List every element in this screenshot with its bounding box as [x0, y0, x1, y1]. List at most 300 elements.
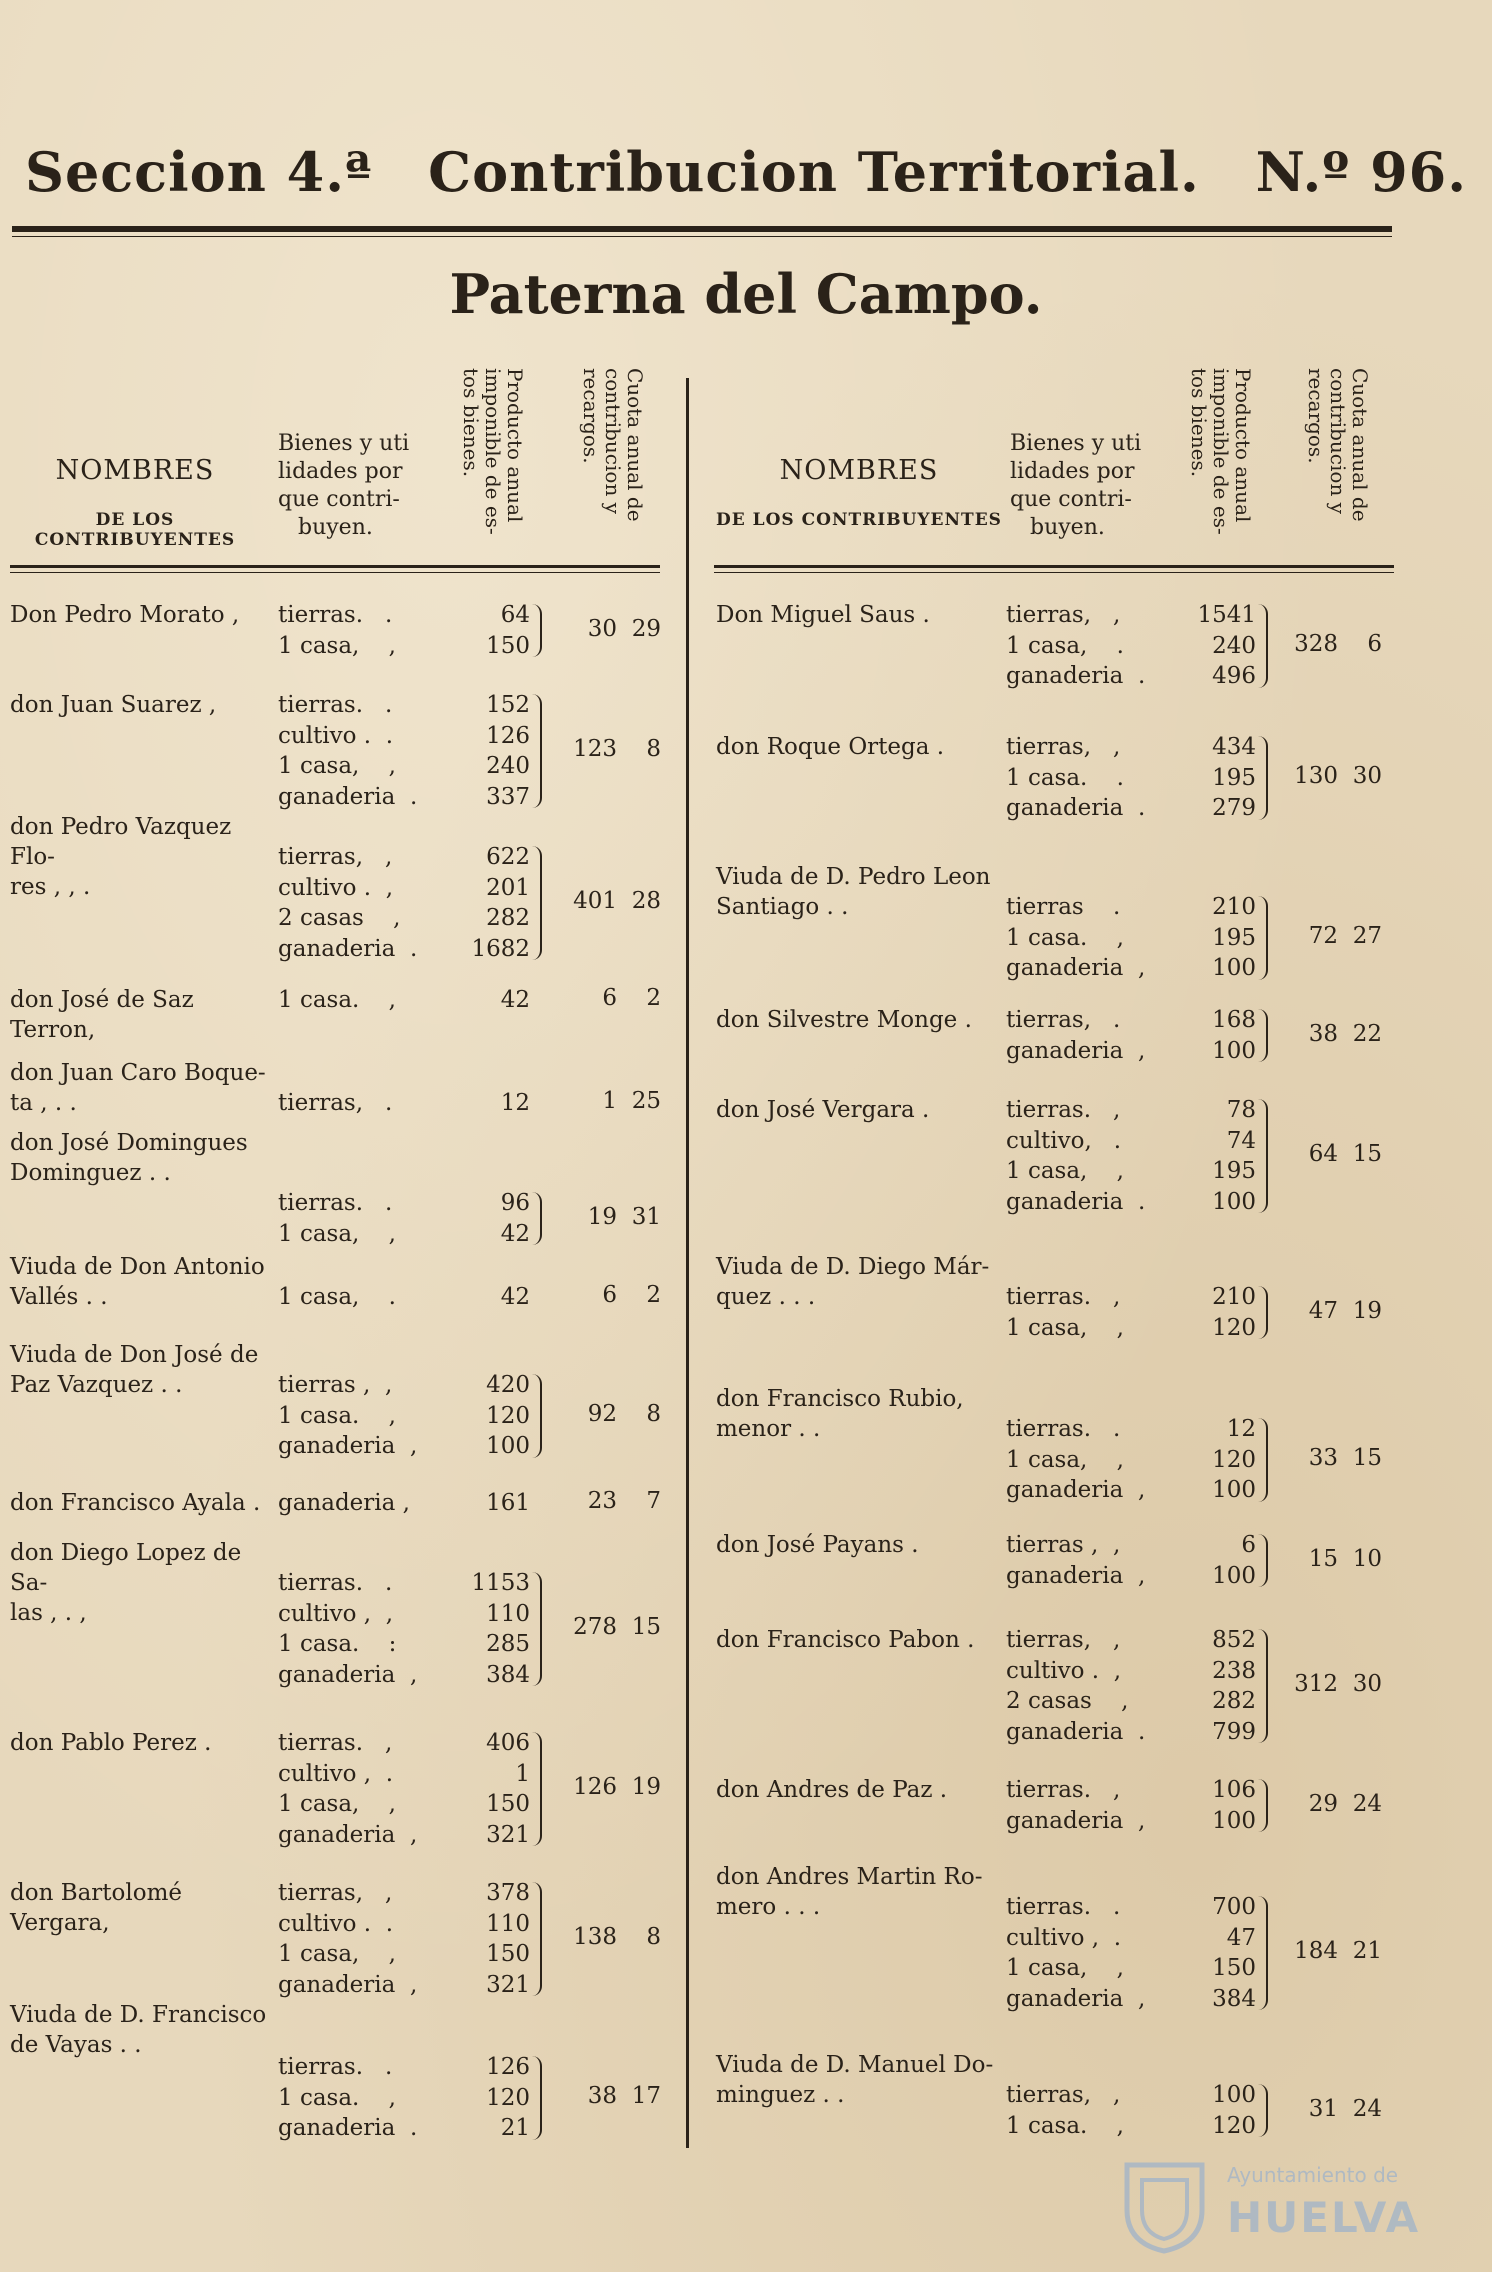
- goods-list: [278, 2052, 417, 2144]
- goods-item: tierras, ,: [278, 844, 393, 870]
- goods-list: [278, 600, 396, 661]
- product-amounts: [430, 1282, 530, 1313]
- quota-reales: 30: [587, 615, 617, 642]
- annual-quota: [555, 1774, 661, 1800]
- contributor-name: Viuda de D. Francisco de Vayas . .: [10, 2002, 267, 2058]
- quota-maravedis: 29: [631, 615, 661, 642]
- product-amounts: [430, 600, 530, 661]
- quota-maravedis: 8: [646, 1924, 661, 1950]
- quota-maravedis: 15: [1352, 1141, 1382, 1167]
- product-amount: 384: [1212, 1985, 1256, 2012]
- quota-maravedis: 8: [646, 1400, 661, 1427]
- quota-maravedis: 19: [631, 1774, 661, 1800]
- product-amount: 96: [500, 1190, 530, 1216]
- product-amount: 337: [486, 783, 530, 810]
- contributor-name: don Francisco Ayala .: [10, 1490, 261, 1516]
- goods-item: tierras. ,: [1006, 1097, 1121, 1123]
- goods-item: tierras, ,: [1006, 602, 1121, 628]
- quota-reales: 1: [602, 1088, 617, 1115]
- product-amount: 120: [486, 1402, 530, 1429]
- goods-item: ganaderia ,: [278, 1971, 418, 1998]
- goods-item: tierras, .: [1006, 1007, 1121, 1033]
- product-amount: 64: [500, 602, 530, 628]
- goods-item: 1 casa, .: [278, 1284, 396, 1310]
- annual-quota: [555, 1924, 661, 1950]
- quota-maravedis: 17: [631, 2082, 661, 2109]
- annual-quota: [555, 888, 661, 914]
- section-label: Seccion 4.ª: [24, 140, 373, 204]
- contributor-name: don José Domingues Dominguez . .: [10, 1130, 248, 1186]
- goods-item: 1 casa. ,: [1006, 2112, 1124, 2139]
- quota-maravedis: 15: [631, 1614, 661, 1640]
- goods-item: tierras, .: [278, 1090, 393, 1116]
- watermark-small: Ayuntamiento de: [1227, 2163, 1399, 2187]
- contributor-name: don Bartolomé Vergara,: [10, 1880, 183, 1936]
- goods-item: tierras. .: [1006, 1416, 1121, 1442]
- product-amount: 110: [486, 1910, 530, 1937]
- annual-quota: [1276, 1791, 1382, 1817]
- goods-item: 1 casa. ,: [278, 1402, 396, 1429]
- goods-item: tierras .: [1006, 894, 1121, 920]
- product-amount: 42: [500, 1284, 530, 1310]
- quota-reales: 278: [573, 1614, 617, 1640]
- product-amount: 201: [486, 874, 530, 901]
- goods-item: ganaderia .: [278, 935, 418, 962]
- product-amounts: [1156, 1530, 1256, 1591]
- product-amount: 238: [1212, 1657, 1256, 1684]
- goods-list: [278, 1728, 417, 1850]
- goods-list: [1006, 1892, 1145, 2014]
- contributor-name: don José Payans .: [716, 1532, 919, 1558]
- product-amount: 150: [1212, 1955, 1256, 1981]
- product-amounts: [1156, 732, 1256, 824]
- quota-reales: 126: [573, 1774, 617, 1800]
- producto-header-right: Producto anual imponible de es- tos bienes.: [1187, 368, 1255, 535]
- goods-item: cultivo . .: [278, 1910, 394, 1937]
- product-amount: 195: [1212, 764, 1256, 791]
- goods-list: [278, 690, 417, 812]
- product-amount: 1682: [471, 935, 530, 962]
- header-rule-thin: [12, 236, 1392, 237]
- quota-reales: 92: [587, 1400, 617, 1427]
- goods-item: tierras , ,: [1006, 1532, 1121, 1558]
- product-amount: 210: [1212, 1284, 1256, 1310]
- product-amount: 434: [1212, 734, 1256, 760]
- watermark-big: HUELVA: [1227, 2193, 1421, 2242]
- annual-quota: [1276, 923, 1382, 949]
- product-amount: 496: [1212, 663, 1256, 689]
- brace-mark: [1258, 736, 1268, 820]
- goods-item: 1 casa, ,: [1006, 1314, 1124, 1341]
- goods-item: 1 casa, ,: [278, 1220, 396, 1247]
- product-amount: 47: [1226, 1924, 1256, 1951]
- product-amount: 100: [486, 1433, 530, 1459]
- annual-quota: [555, 616, 661, 642]
- cuota-header: Cuota anual de contribucion y recargos.: [579, 368, 647, 522]
- product-amount: 195: [1212, 924, 1256, 951]
- cuota-header-right: Cuota anual de contribucion y recargos.: [1304, 368, 1372, 522]
- product-amount: 100: [1212, 1037, 1256, 1064]
- brace-mark: [1258, 1286, 1268, 1339]
- goods-item: tierras. .: [278, 2054, 393, 2080]
- goods-list: [1006, 1775, 1145, 1836]
- product-amount: 110: [486, 1600, 530, 1627]
- brace-mark: [532, 1192, 542, 1245]
- annual-quota: [1276, 763, 1382, 789]
- goods-item: tierras. ,: [1006, 1284, 1121, 1310]
- producto-header: Producto anual imponible de es- tos bienes.: [459, 368, 527, 535]
- product-amounts: [1156, 1775, 1256, 1836]
- product-amount: 852: [1212, 1627, 1256, 1653]
- brace-mark: [1258, 2084, 1268, 2137]
- goods-item: cultivo . ,: [278, 874, 394, 901]
- goods-item: tierras. .: [278, 1190, 393, 1216]
- goods-item: 1 casa, ,: [278, 1941, 396, 1967]
- brace-mark: [1258, 1896, 1268, 2010]
- quota-reales: 138: [573, 1924, 617, 1950]
- goods-item: ganaderia ,: [278, 1661, 418, 1688]
- goods-item: 2 casas ,: [278, 905, 401, 931]
- goods-item: 1 casa. .: [1006, 764, 1124, 791]
- quota-reales: 130: [1294, 762, 1338, 789]
- annual-quota: [555, 1401, 661, 1427]
- annual-quota: [1276, 1141, 1382, 1167]
- quota-maravedis: 10: [1352, 1545, 1382, 1572]
- goods-item: ganaderia .: [278, 2115, 418, 2141]
- product-amounts: [430, 1878, 530, 2000]
- annual-quota: [1276, 1021, 1382, 1047]
- brace-mark: [1258, 1779, 1268, 1832]
- brace-mark: [1258, 604, 1268, 688]
- goods-list: [278, 1568, 417, 1690]
- quota-reales: 38: [587, 2082, 617, 2109]
- product-amount: 168: [1212, 1007, 1256, 1033]
- product-amount: 378: [486, 1880, 530, 1906]
- product-amount: 282: [1212, 1688, 1256, 1714]
- quota-reales: 184: [1294, 1938, 1338, 1964]
- quota-reales: 401: [573, 888, 617, 914]
- quota-maravedis: 7: [646, 1488, 661, 1515]
- product-amount: 285: [486, 1631, 530, 1657]
- product-amount: 100: [1212, 1807, 1256, 1834]
- quota-maravedis: 24: [1352, 2095, 1382, 2122]
- goods-list: [1006, 1282, 1124, 1343]
- product-amount: 406: [486, 1730, 530, 1756]
- quota-maravedis: 8: [646, 736, 661, 762]
- goods-item: cultivo , .: [1006, 1924, 1122, 1951]
- goods-item: 1 casa, .: [1006, 632, 1124, 659]
- product-amounts: [430, 2052, 530, 2144]
- goods-item: ganaderia ,: [278, 1490, 410, 1516]
- product-amounts: [430, 1370, 530, 1462]
- product-amount: 120: [1212, 1314, 1256, 1341]
- quota-maravedis: 24: [1352, 1790, 1382, 1817]
- brace-mark: [1258, 896, 1268, 980]
- annual-quota: [1276, 1445, 1382, 1471]
- brace-mark: [1258, 1629, 1268, 1743]
- goods-item: ganaderia .: [1006, 795, 1146, 821]
- annual-quota: [555, 985, 661, 1011]
- brace-mark: [1258, 1009, 1268, 1062]
- goods-item: 1 casa, ,: [278, 753, 396, 779]
- goods-list: [1006, 1095, 1145, 1217]
- product-amount: 1541: [1197, 602, 1256, 628]
- product-amounts: [430, 1568, 530, 1690]
- goods-item: ganaderia .: [1006, 1188, 1146, 1215]
- goods-item: 1 casa. ,: [1006, 924, 1124, 951]
- annual-quota: [1276, 1938, 1382, 1964]
- contributor-name: don Francisco Pabon .: [716, 1627, 975, 1653]
- quota-reales: 23: [587, 1488, 617, 1515]
- quota-maravedis: 21: [1352, 1938, 1382, 1964]
- contributor-name: don Juan Caro Boque- ta , . .: [10, 1060, 266, 1116]
- product-amount: 100: [1212, 2082, 1256, 2108]
- product-amount: 42: [500, 1220, 530, 1247]
- quota-reales: 64: [1308, 1141, 1338, 1167]
- annual-quota: [1276, 2096, 1382, 2122]
- annual-quota: [1276, 631, 1382, 657]
- product-amount: 1153: [471, 1570, 530, 1596]
- product-amounts: [1156, 892, 1256, 984]
- quota-reales: 6: [602, 985, 617, 1012]
- goods-item: ganaderia .: [278, 783, 418, 810]
- product-amounts: [430, 985, 530, 1016]
- annual-quota: [1276, 1546, 1382, 1572]
- goods-list: [1006, 1414, 1145, 1506]
- goods-item: 1 casa, ,: [1006, 1955, 1124, 1981]
- goods-item: 1 casa, ,: [1006, 1446, 1124, 1473]
- goods-item: 1 casa. ,: [278, 2084, 396, 2111]
- names-header-right: NOMBRES DE LOS CONTRIBUYENTES: [716, 455, 1002, 530]
- product-amounts: [1156, 1005, 1256, 1066]
- contributor-name: don Pedro Vazquez Flo- res , , .: [10, 814, 232, 900]
- goods-item: cultivo, .: [1006, 1127, 1122, 1154]
- goods-item: tierras. .: [278, 602, 393, 628]
- product-amounts: [430, 690, 530, 812]
- product-amount: 120: [486, 2084, 530, 2111]
- product-amount: 120: [1212, 1446, 1256, 1473]
- brace-mark: [532, 694, 542, 808]
- product-amount: 210: [1212, 894, 1256, 920]
- brace-mark: [1258, 1534, 1268, 1587]
- goods-list: [278, 842, 417, 964]
- product-amount: 240: [1212, 632, 1256, 659]
- quota-reales: 29: [1308, 1790, 1338, 1817]
- quota-maravedis: 27: [1352, 922, 1382, 949]
- product-amounts: [1156, 1095, 1256, 1217]
- annual-quota: [555, 2083, 661, 2109]
- annual-quota: [555, 1614, 661, 1640]
- quota-maravedis: 30: [1352, 762, 1382, 789]
- quota-reales: 47: [1308, 1297, 1338, 1324]
- right-header-rule: [714, 565, 1394, 568]
- brace-mark: [532, 2056, 542, 2140]
- quota-maravedis: 2: [646, 1282, 661, 1309]
- product-amount: 384: [486, 1661, 530, 1688]
- document-number: N.º 96.: [1255, 140, 1468, 204]
- quota-maravedis: 6: [1367, 630, 1382, 657]
- product-amounts: [430, 1188, 530, 1249]
- product-amount: 1: [515, 1760, 530, 1787]
- goods-item: ganaderia ,: [1006, 1985, 1146, 2012]
- brace-mark: [532, 1882, 542, 1996]
- product-amounts: [1156, 1892, 1256, 2014]
- watermark-stamp: [1112, 2155, 1422, 2255]
- goods-item: 1 casa, ,: [278, 1791, 396, 1817]
- product-amount: 195: [1212, 1158, 1256, 1184]
- product-amount: 100: [1212, 1562, 1256, 1589]
- contributor-name: don Andres Martin Ro- mero . . .: [716, 1864, 983, 1920]
- goods-item: ganaderia ,: [278, 1821, 418, 1848]
- annual-quota: [555, 1204, 661, 1230]
- quota-reales: 312: [1294, 1671, 1338, 1697]
- header-title: Contribucion Territorial.: [428, 140, 1200, 204]
- goods-list: [278, 1188, 396, 1249]
- bienes-header: Bienes y uti lidades por que contri- buyen.: [278, 431, 410, 540]
- goods-item: ganaderia ,: [278, 1433, 418, 1459]
- product-amount: 240: [486, 753, 530, 779]
- goods-item: ganaderia ,: [1006, 1562, 1146, 1589]
- brace-mark: [532, 1732, 542, 1846]
- quota-maravedis: 25: [631, 1088, 661, 1115]
- contributor-name: don Silvestre Monge .: [716, 1007, 972, 1033]
- contributor-name: Viuda de D. Pedro Leon Santiago . .: [716, 864, 991, 920]
- header-rule: [12, 226, 1392, 232]
- goods-list: [278, 1370, 417, 1462]
- quota-maravedis: 2: [646, 985, 661, 1012]
- quota-reales: 33: [1308, 1444, 1338, 1471]
- product-amounts: [430, 842, 530, 964]
- goods-item: tierras. ,: [1006, 1777, 1121, 1803]
- goods-list: [278, 1282, 396, 1313]
- quota-reales: 328: [1294, 630, 1338, 657]
- annual-quota: [1276, 1298, 1382, 1324]
- goods-item: ganaderia .: [1006, 663, 1146, 689]
- quota-maravedis: 22: [1352, 1020, 1382, 1047]
- brace-mark: [1258, 1099, 1268, 1213]
- goods-item: cultivo , ,: [278, 1600, 394, 1627]
- goods-item: tierras, ,: [1006, 1627, 1121, 1653]
- quota-reales: 123: [573, 736, 617, 762]
- goods-item: 1 casa, ,: [1006, 1158, 1124, 1184]
- brace-mark: [532, 604, 542, 657]
- contributor-name: don Roque Ortega .: [716, 734, 945, 760]
- right-header-rule-thin: [714, 572, 1394, 573]
- product-amounts: [1156, 600, 1256, 692]
- quota-reales: 6: [602, 1282, 617, 1309]
- product-amount: 700: [1212, 1894, 1256, 1920]
- contributor-name: don Diego Lopez de Sa- las , . ,: [10, 1540, 242, 1626]
- brace-mark: [532, 1572, 542, 1686]
- goods-item: 2 casas ,: [1006, 1688, 1129, 1714]
- goods-list: [1006, 1530, 1145, 1591]
- product-amount: 100: [1212, 1188, 1256, 1215]
- goods-item: ganaderia ,: [1006, 1037, 1146, 1064]
- bienes-header-right: Bienes y uti lidades por que contri- buyen.: [1010, 431, 1142, 540]
- goods-item: tierras. .: [278, 1570, 393, 1596]
- product-amount: 420: [486, 1372, 530, 1398]
- names-header: [10, 455, 260, 550]
- left-header-rule: [10, 565, 660, 568]
- annual-quota: [555, 1282, 661, 1308]
- product-amounts: [1156, 1414, 1256, 1506]
- product-amount: 152: [486, 692, 530, 718]
- product-amount: 321: [486, 1821, 530, 1848]
- goods-item: ganaderia ,: [1006, 1807, 1146, 1834]
- quota-maravedis: 30: [1352, 1671, 1382, 1697]
- quota-maravedis: 28: [631, 888, 661, 914]
- product-amount: 321: [486, 1971, 530, 1998]
- contributor-name: don Juan Suarez ,: [10, 692, 217, 718]
- brace-mark: [532, 846, 542, 960]
- contributor-name: don José de Saz Terron,: [10, 987, 194, 1043]
- left-header-rule-thin: [10, 572, 660, 573]
- goods-item: tierras. ,: [278, 1730, 393, 1756]
- product-amount: 100: [1212, 955, 1256, 981]
- annual-quota: [555, 1488, 661, 1514]
- goods-item: tierras, ,: [1006, 734, 1121, 760]
- brace-mark: [1258, 1418, 1268, 1502]
- names-header-sub: DE LOS CONTRIBUYENTES: [34, 510, 236, 550]
- quota-reales: 31: [1308, 2095, 1338, 2122]
- quota-maravedis: 15: [1352, 1444, 1382, 1471]
- contributor-name: don Francisco Rubio, menor . .: [716, 1386, 964, 1442]
- contributor-name: don Andres de Paz .: [716, 1777, 948, 1803]
- product-amount: 74: [1226, 1127, 1256, 1154]
- goods-list: [1006, 600, 1145, 692]
- goods-item: 1 casa. ,: [278, 987, 396, 1013]
- goods-item: 1 casa. :: [278, 1631, 397, 1657]
- goods-item: cultivo . .: [278, 722, 394, 749]
- annual-quota: [1276, 1671, 1382, 1697]
- quota-reales: 19: [587, 1203, 617, 1230]
- names-header-main: NOMBRES: [55, 455, 215, 486]
- product-amount: 279: [1212, 795, 1256, 821]
- product-amount: 126: [486, 722, 530, 749]
- product-amount: 100: [1212, 1477, 1256, 1503]
- product-amount: 150: [486, 632, 530, 659]
- product-amount: 622: [486, 844, 530, 870]
- annual-quota: [555, 1088, 661, 1114]
- goods-item: cultivo , .: [278, 1760, 394, 1787]
- product-amounts: [1156, 2080, 1256, 2141]
- goods-item: ganaderia ,: [1006, 1477, 1146, 1503]
- contributor-name: Viuda de Don Antonio Vallés . .: [10, 1254, 265, 1310]
- quota-reales: 72: [1308, 922, 1338, 949]
- product-amount: 12: [500, 1090, 530, 1116]
- goods-list: [1006, 1005, 1145, 1066]
- product-amount: 282: [486, 905, 530, 931]
- contributor-name: Viuda de D. Manuel Do- minguez . .: [716, 2052, 994, 2108]
- goods-item: tierras, ,: [278, 1880, 393, 1906]
- contributor-name: Viuda de Don José de Paz Vazquez . .: [10, 1342, 259, 1398]
- product-amount: 12: [1226, 1416, 1256, 1442]
- contributor-name: don Pablo Perez .: [10, 1730, 212, 1756]
- goods-item: tierras. .: [278, 692, 393, 718]
- quota-maravedis: 19: [1352, 1297, 1382, 1324]
- product-amounts: [430, 1088, 530, 1119]
- column-divider: [686, 378, 689, 2148]
- product-amount: 161: [486, 1490, 530, 1516]
- product-amount: 106: [1212, 1777, 1256, 1803]
- product-amount: 78: [1226, 1097, 1256, 1123]
- product-amount: 799: [1212, 1718, 1256, 1745]
- goods-item: tierras, ,: [1006, 2082, 1121, 2108]
- product-amounts: [430, 1488, 530, 1519]
- goods-list: [278, 1088, 392, 1119]
- product-amount: 120: [1212, 2112, 1256, 2139]
- goods-list: [278, 1488, 410, 1519]
